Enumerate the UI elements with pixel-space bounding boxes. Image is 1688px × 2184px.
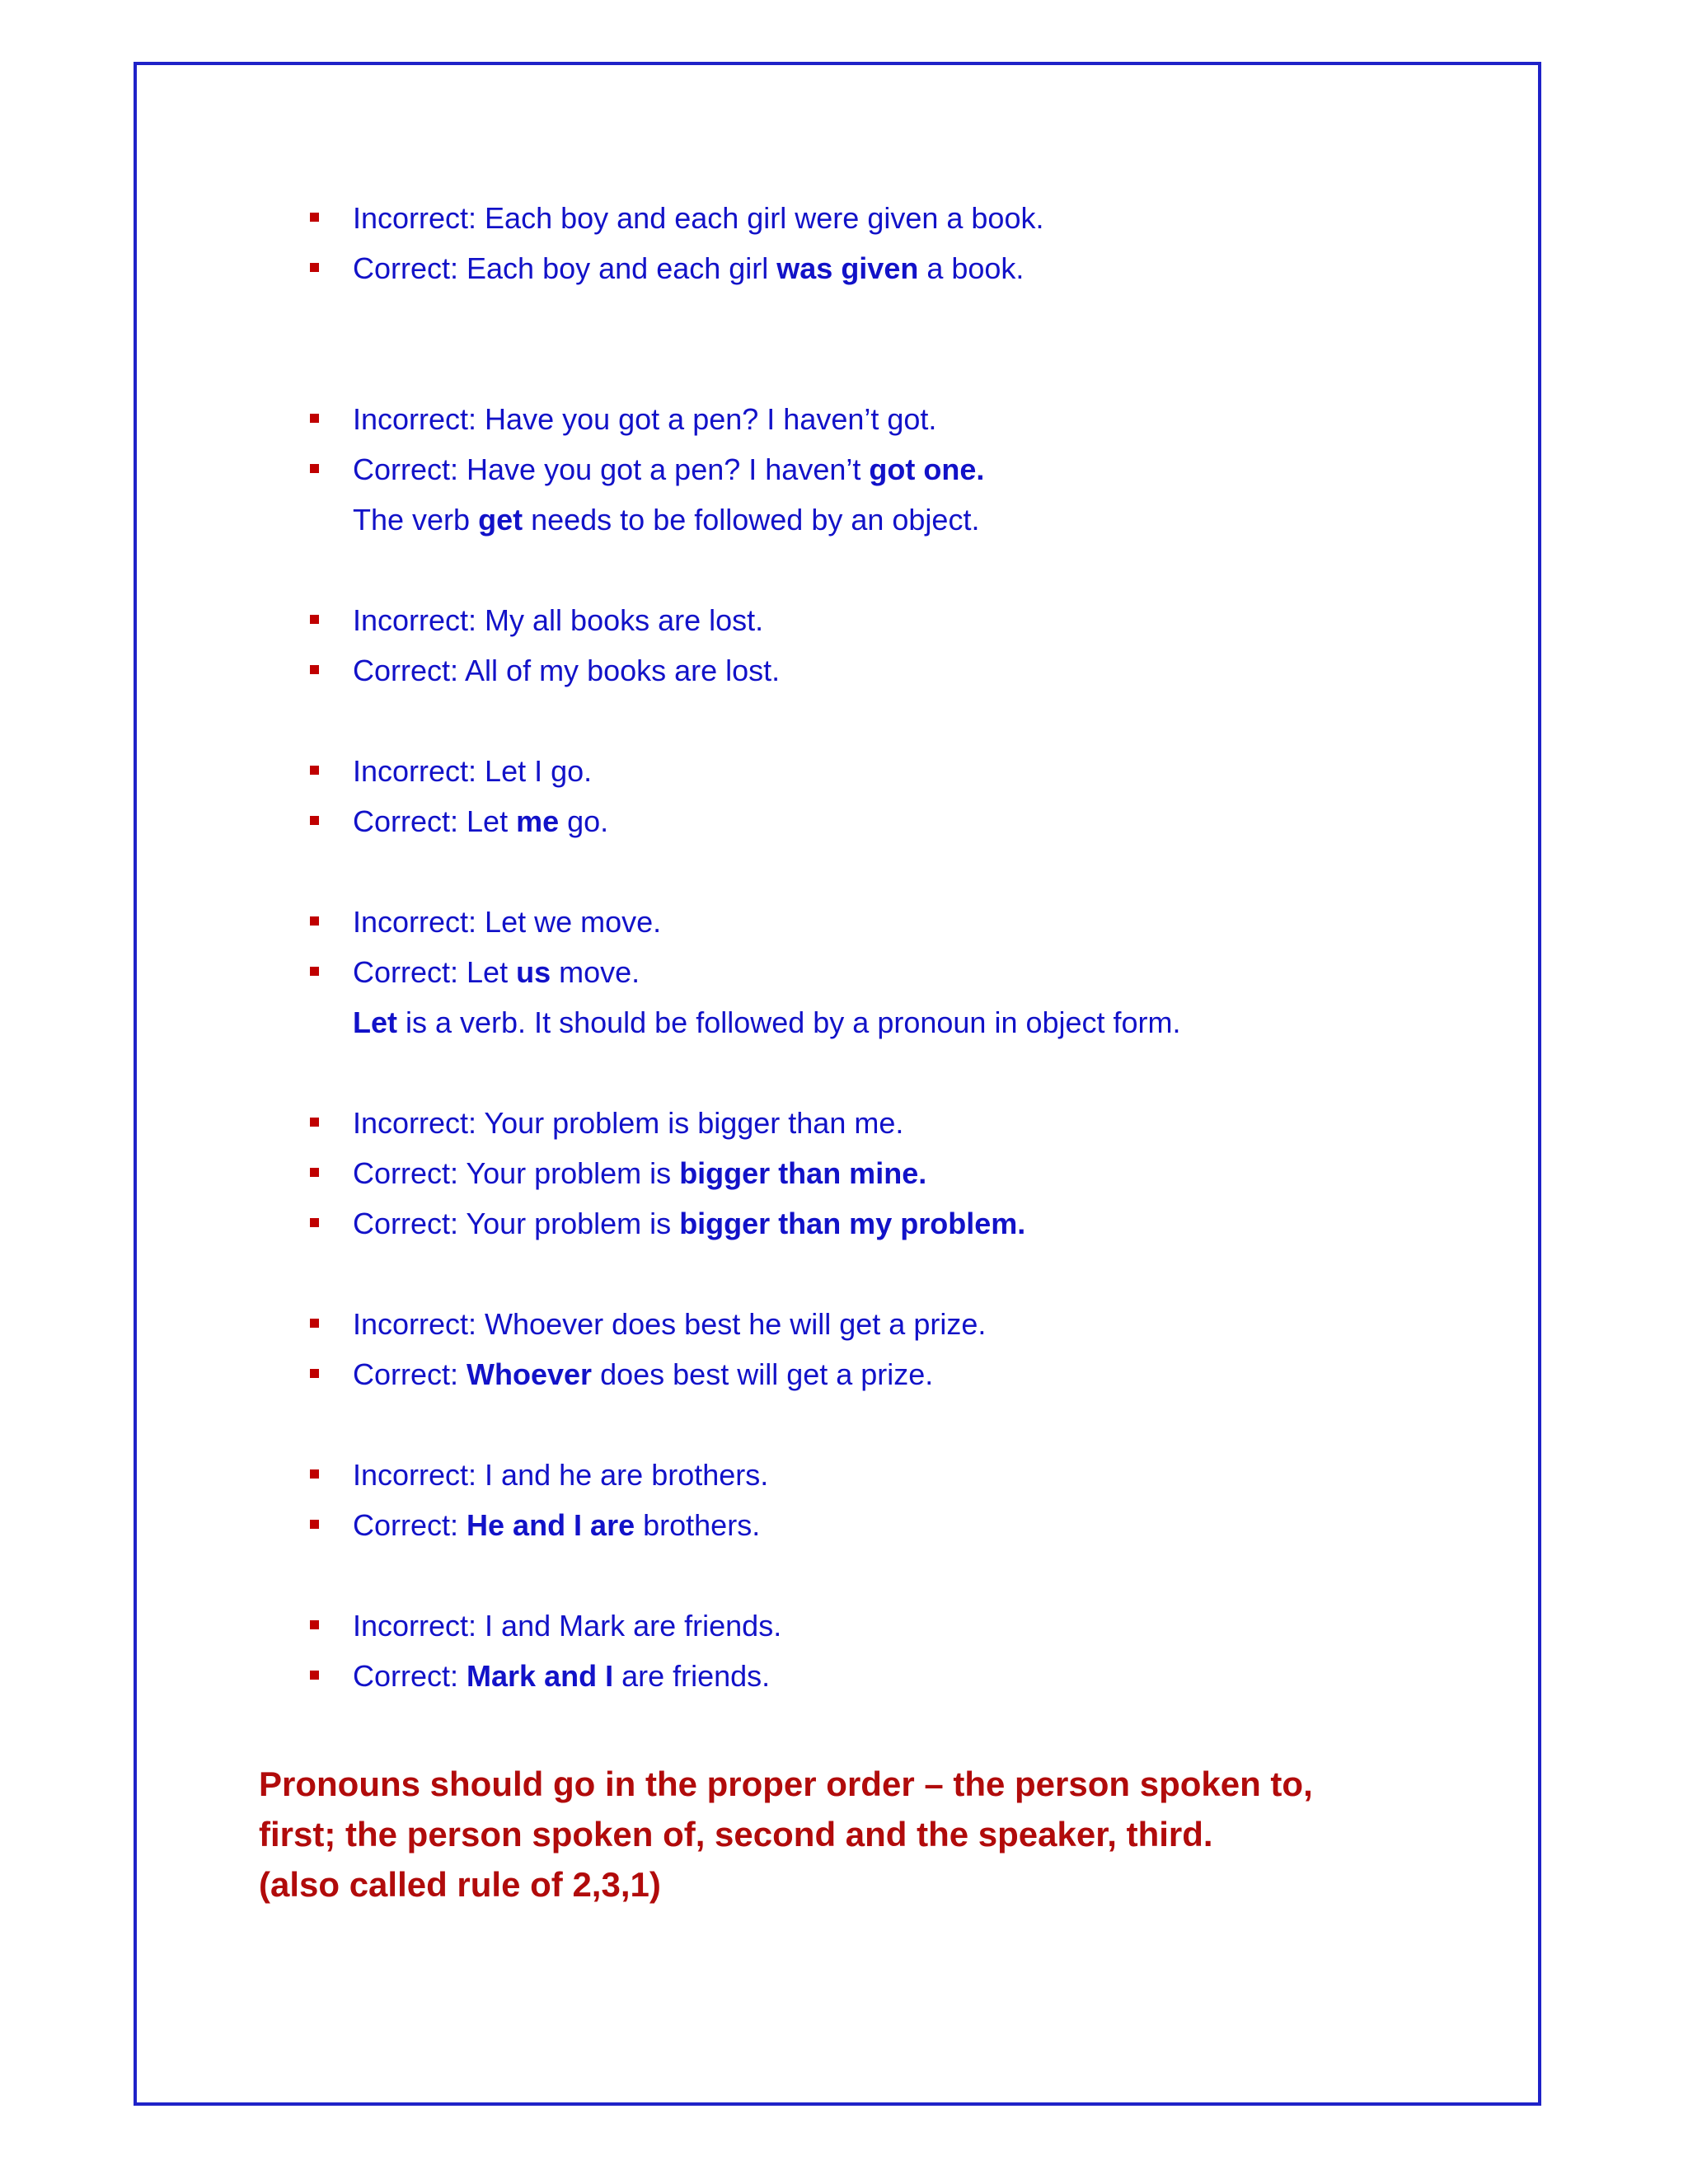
explanation-line (137, 494, 1538, 545)
example-text: Incorrect: Have you got a pen? I haven’t got. (353, 402, 937, 436)
example-line (137, 746, 1538, 796)
page-frame (134, 62, 1541, 2106)
example-line (137, 243, 1538, 293)
example-line (137, 796, 1538, 846)
example-line (137, 1148, 1538, 1198)
example-line (137, 645, 1538, 696)
example-text: Incorrect: Each boy and each girl were given a book. (353, 201, 1044, 235)
example-text: Incorrect: Let I go. (353, 754, 593, 788)
example-line (137, 444, 1538, 494)
example-text: Incorrect: I and Mark are friends. (353, 1609, 782, 1643)
bullet-icon (310, 615, 319, 624)
explanation-line (137, 997, 1538, 1047)
example-text: Incorrect: I and he are brothers. (353, 1458, 769, 1492)
bullet-icon (310, 464, 319, 473)
rule-line-3: (also called rule of 2,3,1) (259, 1865, 661, 1904)
example-text: Incorrect: My all books are lost. (353, 603, 764, 637)
example-line (137, 193, 1538, 243)
example-line (137, 1450, 1538, 1500)
bullet-icon (310, 766, 319, 775)
example-text: Correct: Have you got a pen? I haven’t got one. (353, 452, 985, 486)
bullet-icon (310, 1168, 319, 1177)
example-line (137, 1651, 1538, 1701)
bullet-icon (310, 1118, 319, 1127)
example-text: Correct: Let me go. (353, 804, 609, 838)
example-text: Correct: All of my books are lost. (353, 654, 781, 687)
bullet-icon (310, 263, 319, 272)
example-line (137, 394, 1538, 444)
example-line (137, 1299, 1538, 1349)
example-line (137, 1349, 1538, 1399)
bullet-icon (310, 213, 319, 222)
example-line (137, 1098, 1538, 1148)
rule-line-2: first; the person spoken of, second and the speaker, third. (259, 1815, 1213, 1854)
example-line (137, 1601, 1538, 1651)
bullet-icon (310, 967, 319, 976)
example-text: Correct: Let us move. (353, 955, 640, 989)
example-text: Incorrect: Whoever does best he will get a prize. (353, 1307, 987, 1341)
example-line (137, 1198, 1538, 1249)
example-text: Incorrect: Let we move. (353, 905, 662, 939)
example-text: Correct: Mark and I are friends. (353, 1659, 771, 1693)
example-text: Correct: Whoever does best will get a prize. (353, 1357, 934, 1391)
example-text: Correct: He and I are brothers. (353, 1508, 761, 1542)
bullet-icon (310, 1520, 319, 1529)
bullet-icon (310, 816, 319, 825)
example-line (137, 1500, 1538, 1550)
bullet-icon (310, 1369, 319, 1378)
explanation-text: Let is a verb. It should be followed by a pronoun in object form. (353, 1005, 1181, 1039)
example-text: Correct: Your problem is bigger than mine. (353, 1156, 927, 1190)
bullet-icon (310, 1319, 319, 1328)
bullet-icon (310, 665, 319, 674)
example-text: Correct: Your problem is bigger than my problem. (353, 1207, 1026, 1240)
bullet-icon (310, 916, 319, 926)
example-line (137, 595, 1538, 645)
bullet-icon (310, 1620, 319, 1629)
example-text: Correct: Each boy and each girl was given a book. (353, 251, 1025, 285)
bullet-icon (310, 1671, 319, 1680)
document-content (137, 65, 1538, 2102)
bullet-icon (310, 1469, 319, 1479)
example-line (137, 897, 1538, 947)
rule-line-1: Pronouns should go in the proper order – the person spoken to, (259, 1765, 1313, 1803)
bullet-icon (310, 1218, 319, 1227)
example-line (137, 947, 1538, 997)
bullet-icon (310, 414, 319, 423)
explanation-text: The verb get needs to be followed by an object. (353, 503, 980, 537)
rule-paragraph (259, 1759, 1495, 1910)
example-text: Incorrect: Your problem is bigger than me. (353, 1106, 904, 1140)
